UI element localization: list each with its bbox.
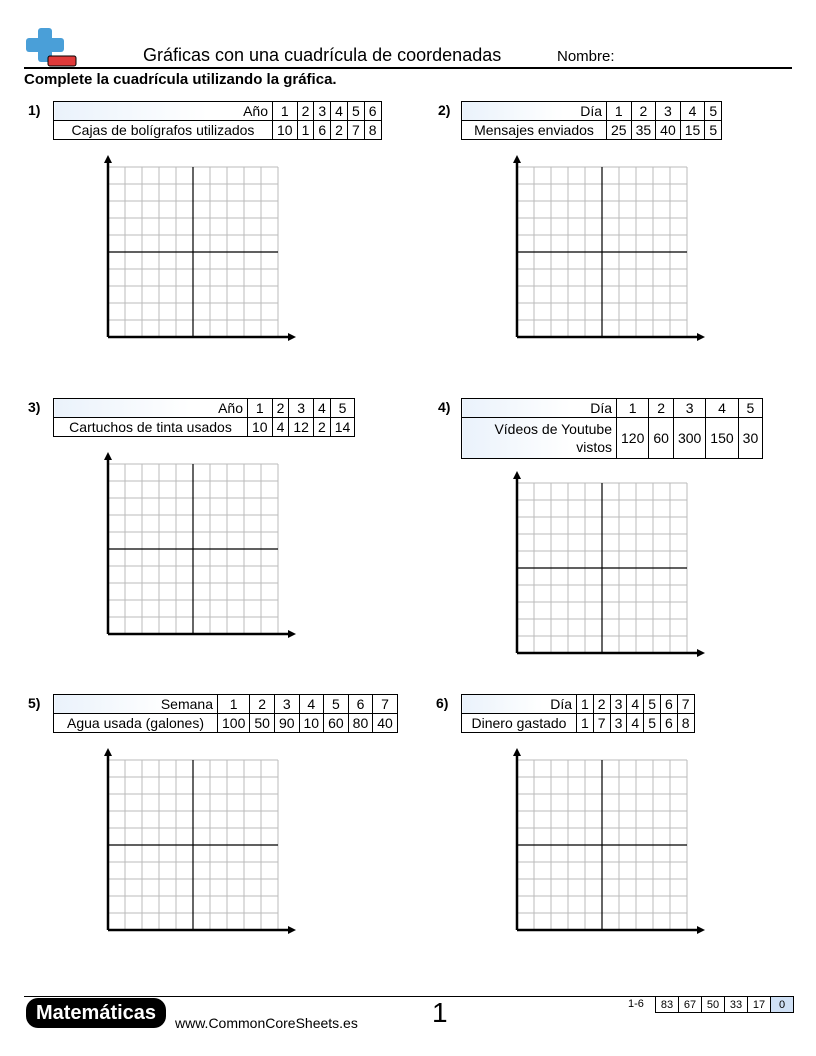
table-cell: 2 xyxy=(297,102,314,121)
table-cell: 6 xyxy=(660,714,677,733)
table-cell: 4 xyxy=(313,399,330,418)
table-cell: 10 xyxy=(273,121,298,140)
table-cell: 4 xyxy=(680,102,705,121)
table-cell: 3 xyxy=(673,399,705,418)
table-cell: 6 xyxy=(348,695,373,714)
data-table-4 xyxy=(461,398,763,459)
table-cell: 2 xyxy=(313,418,330,437)
row-label: Cartuchos de tinta usados xyxy=(54,418,248,437)
table-cell: 30 xyxy=(738,418,763,459)
x-axis-arrow-icon xyxy=(288,630,296,638)
coordinate-grid[interactable] xyxy=(507,748,707,943)
y-axis-arrow-icon xyxy=(104,748,112,756)
problem-number: 6) xyxy=(436,695,449,711)
table-cell: 3 xyxy=(656,102,681,121)
table-cell: 7 xyxy=(593,714,610,733)
problem-number: 5) xyxy=(28,695,41,711)
table-cell: 6 xyxy=(660,695,677,714)
table-cell: 7 xyxy=(373,695,398,714)
score-table xyxy=(655,996,794,1013)
table-cell: 3 xyxy=(314,102,331,121)
x-axis-arrow-icon xyxy=(697,926,705,934)
table-cell: 4 xyxy=(627,714,644,733)
table-cell: 5 xyxy=(324,695,349,714)
website-link[interactable]: www.CommonCoreSheets.es xyxy=(175,1015,358,1031)
score-cell: 0 xyxy=(771,997,794,1013)
table-cell: 8 xyxy=(364,121,381,140)
table-cell: 4 xyxy=(299,695,324,714)
table-cell: 2 xyxy=(250,695,275,714)
table-cell: 25 xyxy=(607,121,632,140)
y-axis-arrow-icon xyxy=(104,155,112,163)
data-table-1 xyxy=(53,101,382,140)
row-label: Agua usada (galones) xyxy=(54,714,218,733)
problem-number: 4) xyxy=(438,399,451,415)
data-table-3 xyxy=(53,398,355,437)
table-cell: 3 xyxy=(610,695,627,714)
table-cell: 1 xyxy=(577,714,594,733)
coordinate-grid[interactable] xyxy=(507,471,707,666)
table-cell: 2 xyxy=(649,399,674,418)
table-cell: 80 xyxy=(348,714,373,733)
table-cell: 6 xyxy=(364,102,381,121)
page-number: 1 xyxy=(432,997,448,1028)
table-cell: 10 xyxy=(299,714,324,733)
score-cell: 17 xyxy=(748,997,771,1013)
table-cell: 1 xyxy=(577,695,594,714)
score-cell: 50 xyxy=(702,997,725,1013)
table-cell: 6 xyxy=(314,121,331,140)
table-cell: 4 xyxy=(706,399,738,418)
table-cell: 7 xyxy=(347,121,364,140)
table-cell: 4 xyxy=(627,695,644,714)
table-cell: 2 xyxy=(272,399,289,418)
table-cell: 14 xyxy=(330,418,355,437)
row-label: Día xyxy=(462,695,577,714)
row-label: Semana xyxy=(54,695,218,714)
row-label: Año xyxy=(54,102,273,121)
table-cell: 3 xyxy=(610,714,627,733)
table-cell: 7 xyxy=(677,695,694,714)
table-cell: 35 xyxy=(631,121,656,140)
table-cell: 5 xyxy=(644,714,661,733)
coordinate-grid[interactable] xyxy=(98,452,298,647)
header-divider xyxy=(24,67,792,69)
table-cell: 60 xyxy=(324,714,349,733)
table-cell: 1 xyxy=(297,121,314,140)
table-cell: 2 xyxy=(593,695,610,714)
instructions: Complete la cuadrícula utilizando la gráfica. xyxy=(24,71,337,88)
table-cell: 150 xyxy=(706,418,738,459)
table-cell: 3 xyxy=(289,399,314,418)
table-cell: 8 xyxy=(677,714,694,733)
coordinate-grid[interactable] xyxy=(98,155,298,350)
table-cell: 40 xyxy=(373,714,398,733)
table-cell: 1 xyxy=(607,102,632,121)
table-cell: 300 xyxy=(673,418,705,459)
problem-number: 2) xyxy=(438,102,451,118)
table-cell: 5 xyxy=(705,121,722,140)
coordinate-grid[interactable] xyxy=(98,748,298,943)
y-axis-arrow-icon xyxy=(513,155,521,163)
table-cell: 120 xyxy=(617,418,649,459)
row-label: Dinero gastado xyxy=(462,714,577,733)
score-cell: 67 xyxy=(679,997,702,1013)
row-label: Mensajes enviados xyxy=(462,121,607,140)
brand-badge: Matemáticas xyxy=(26,998,166,1028)
table-cell: 15 xyxy=(680,121,705,140)
row-label: Día xyxy=(462,399,617,418)
table-cell: 12 xyxy=(289,418,314,437)
table-cell: 40 xyxy=(656,121,681,140)
name-label: Nombre: xyxy=(557,48,615,65)
x-axis-arrow-icon xyxy=(288,926,296,934)
data-table-5 xyxy=(53,694,398,733)
table-cell: 90 xyxy=(274,714,299,733)
problem-number: 3) xyxy=(28,399,41,415)
x-axis-arrow-icon xyxy=(697,333,705,341)
logo-plus-minus-icon xyxy=(22,26,80,68)
score-cell: 33 xyxy=(725,997,748,1013)
row-label: Cajas de bolígrafos utilizados xyxy=(54,121,273,140)
score-range: 1-6 xyxy=(628,998,644,1010)
table-cell: 1 xyxy=(617,399,649,418)
table-cell: 100 xyxy=(218,714,250,733)
y-axis-arrow-icon xyxy=(513,471,521,479)
y-axis-arrow-icon xyxy=(104,452,112,460)
table-cell: 3 xyxy=(274,695,299,714)
coordinate-grid[interactable] xyxy=(507,155,707,350)
table-cell: 2 xyxy=(631,102,656,121)
table-cell: 1 xyxy=(273,102,298,121)
data-table-2 xyxy=(461,101,722,140)
table-cell: 60 xyxy=(649,418,674,459)
problem-number: 1) xyxy=(28,102,41,118)
table-cell: 1 xyxy=(248,399,273,418)
table-cell: 4 xyxy=(272,418,289,437)
row-label: Vídeos de Youtube vistos xyxy=(462,418,617,459)
table-cell: 5 xyxy=(705,102,722,121)
table-cell: 5 xyxy=(347,102,364,121)
x-axis-arrow-icon xyxy=(697,649,705,657)
y-axis-arrow-icon xyxy=(513,748,521,756)
row-label: Día xyxy=(462,102,607,121)
table-cell: 1 xyxy=(218,695,250,714)
table-cell: 2 xyxy=(331,121,348,140)
data-table-6 xyxy=(461,694,695,733)
table-cell: 4 xyxy=(331,102,348,121)
page-title: Gráficas con una cuadrícula de coordenadas xyxy=(143,45,502,65)
table-cell: 5 xyxy=(738,399,763,418)
row-label: Año xyxy=(54,399,248,418)
score-cell: 83 xyxy=(656,997,679,1013)
table-cell: 5 xyxy=(644,695,661,714)
x-axis-arrow-icon xyxy=(288,333,296,341)
table-cell: 50 xyxy=(250,714,275,733)
table-cell: 10 xyxy=(248,418,273,437)
table-cell: 5 xyxy=(330,399,355,418)
